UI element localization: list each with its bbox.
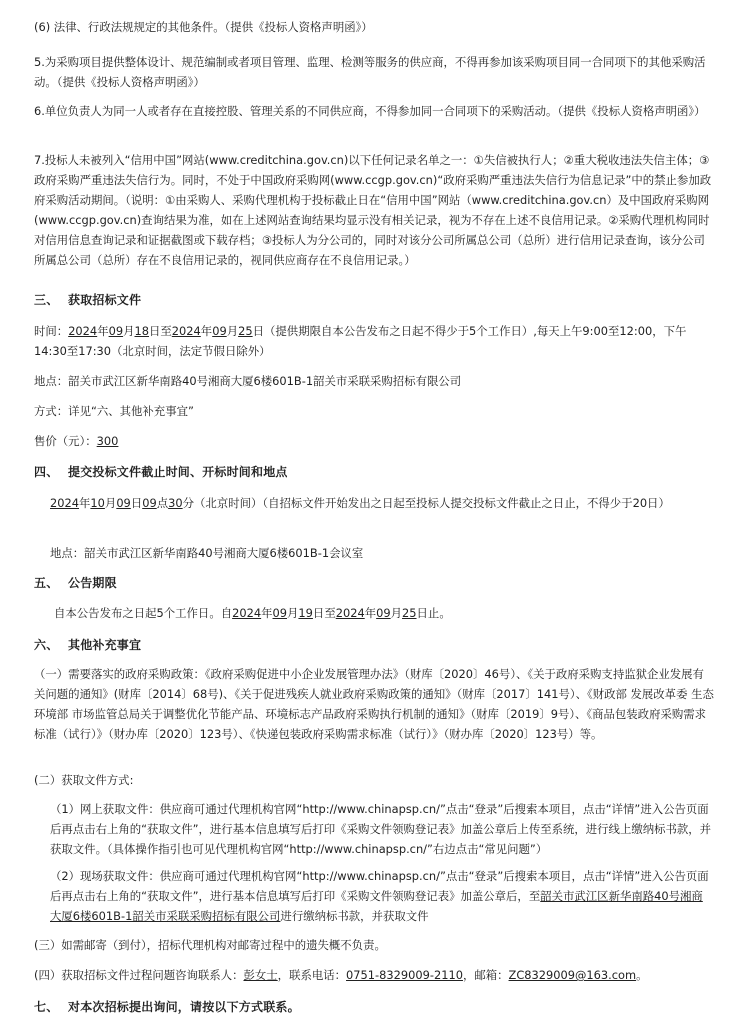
section-7-heading: 七、 对本次招标提出询问，请按以下方式联系。 <box>34 1000 300 1014</box>
mail-notice: (三）如需邮寄（到付），招标代理机构对邮寄过程中的遗失概不负责。 <box>34 938 386 952</box>
procurement-policies: （一）需要落实的政府采购政策：《政府采购促进中小企业发展管理办法》（财库〔2020〕46号）、《关于政府采购支持监狱企业发展有关问题的通知》(财库〔2014〕68号)、《关于促进残疾人就业政府采购政策的通知》（财库〔2017〕141号）、《财政部 发展改革委 生态环境部 市场监管总局关于调整优化节能产品、环境标志产品政府采购执行机制的通知》（财库〔2019〕9号）、《商品包装政府采购需求标准（试行）》（财办库〔2020〕123号）、《快递包装政府采购需求标准（试行）》（财办库〔2020〕123号）等。 <box>34 667 714 741</box>
obtain-method-heading: (二）获取文件方式: <box>34 773 134 787</box>
section-3-heading <box>34 290 738 310</box>
get-docs-time: 时间：2024年09月18日至2024年09月25日（提供期限自本公告发布之日起不得少于5个工作日）,每天上午9:00至12:00，下午14:30至17:30（北京时间，法定节假日除外） <box>34 324 687 358</box>
get-docs-place: 地点：韶关市武江区新华南路40号湘商大厦6楼601B-1韶关市采联采购招标有限公司 <box>34 374 462 388</box>
item-7-credit-record: 7.投标人未被列入“信用中国”网站(www.creditchina.gov.cn)以下任何记录名单之一：①失信被执行人；②重大税收违法失信主体；③政府采购严重违法失信行为。同时，不处于中国政府采购网(www.ccgp.gov.cn)“政府采购严重违法失信行为信息记录”中的禁止参加政府采购活动期间。（说明：①由采购人、采购代理机构于投标截止日在“信用中国”网站（www.creditchina.gov.cn）及中国政府采购网(www.ccgp.gov.cn)查询结果为准，如在上述网站查询结果均显示没有相关记录，视为不存在上述不良信用记录。②采购代理机构同时对信用信息查询记录和证据截图或下载存档；③投标人为分公司的，同时对该分公司所属总公司（总所）进行信用记录查询，该分公司所属总公司（总所）存在不良信用记录的，视同供应商存在不良信用记录。） <box>34 153 712 267</box>
item-6-other-conditions: (6) 法律、行政法规规定的其他条件。（提供《投标人资格声明函》） <box>34 20 373 34</box>
get-docs-price: 售价（元）：300 <box>34 434 119 448</box>
section-3-number: 三、 <box>34 293 59 307</box>
contact-info: (四）获取招标文件过程问题咨询联系人：彭女士，联系电话：0751-8329009-2110，邮箱：ZC8329009@163.com。 <box>34 968 648 982</box>
contact-name: 彭女士 <box>243 968 278 982</box>
section-4-heading: 四、 提交投标文件截止时间、开标时间和地点 <box>34 465 288 479</box>
section-6-heading: 六、 其他补充事宜 <box>34 638 142 652</box>
notice-period: 自本公告发布之日起5个工作日。自2024年09月19日至2024年09月25日止。 <box>54 606 451 620</box>
section-5-heading: 五、 公告期限 <box>34 576 117 590</box>
price-value: 300 <box>96 434 119 448</box>
item-5-integrated-design: 5.为采购项目提供整体设计、规范编制或者项目管理、监理、检测等服务的供应商，不得再参加该采购项目同一合同项下的其他采购活动。（提供《投标人资格声明函》） <box>34 55 706 89</box>
bid-deadline: 2024年10月09日09点30分（北京时间）（自招标文件开始发出之日起至投标人提交投标文件截止之日止，不得少于20日） <box>50 496 670 510</box>
onsite-address: 韶关市武江区新华南路40号湘商大厦6楼601B-1韶关市采联采购招标有限公司 <box>50 889 703 923</box>
bid-place: 地点：韶关市武江区新华南路40号湘商大厦6楼601B-1会议室 <box>50 546 364 560</box>
contact-phone[interactable]: 0751-8329009-2110 <box>346 968 463 982</box>
contact-email[interactable]: ZC8329009@163.com <box>508 968 637 982</box>
online-obtain: （1）网上获取文件：供应商可通过代理机构官网“http://www.chinapsp.cn/”点击“登录”后搜索本项目，点击“详情”进入公告页面后再点击右上角的“获取文件”，进行基本信息填写后打印《采购文件领购登记表》加盖公章后上传至系统，进行线上缴纳标书款，并获取文件。（具体操作指引也可见代理机构官网“http://www.chinapsp.cn/”右边点击“常见问题”） <box>50 802 712 856</box>
onsite-obtain: （2）现场获取文件：供应商可通过代理机构官网“http://www.chinapsp.cn/”点击“登录”后搜索本项目，点击“详情”进入公告页面后再点击右上角的“获取文件”，进行基本信息填写后打印《采购文件领购登记表》加盖公章后，至韶关市武江区新华南路40号湘商大厦6楼601B-1韶关市采联采购招标有限公司进行缴纳标书款，并获取文件 <box>50 869 709 923</box>
get-docs-method: 方式：详见“六、其他补充事宜” <box>34 404 194 418</box>
item-6-same-person: 6.单位负责人为同一人或者存在直接控股、管理关系的不同供应商，不得参加同一合同项下的采购活动。（提供《投标人资格声明函》） <box>34 104 706 118</box>
section-3-title: 获取招标文件 <box>68 293 142 307</box>
